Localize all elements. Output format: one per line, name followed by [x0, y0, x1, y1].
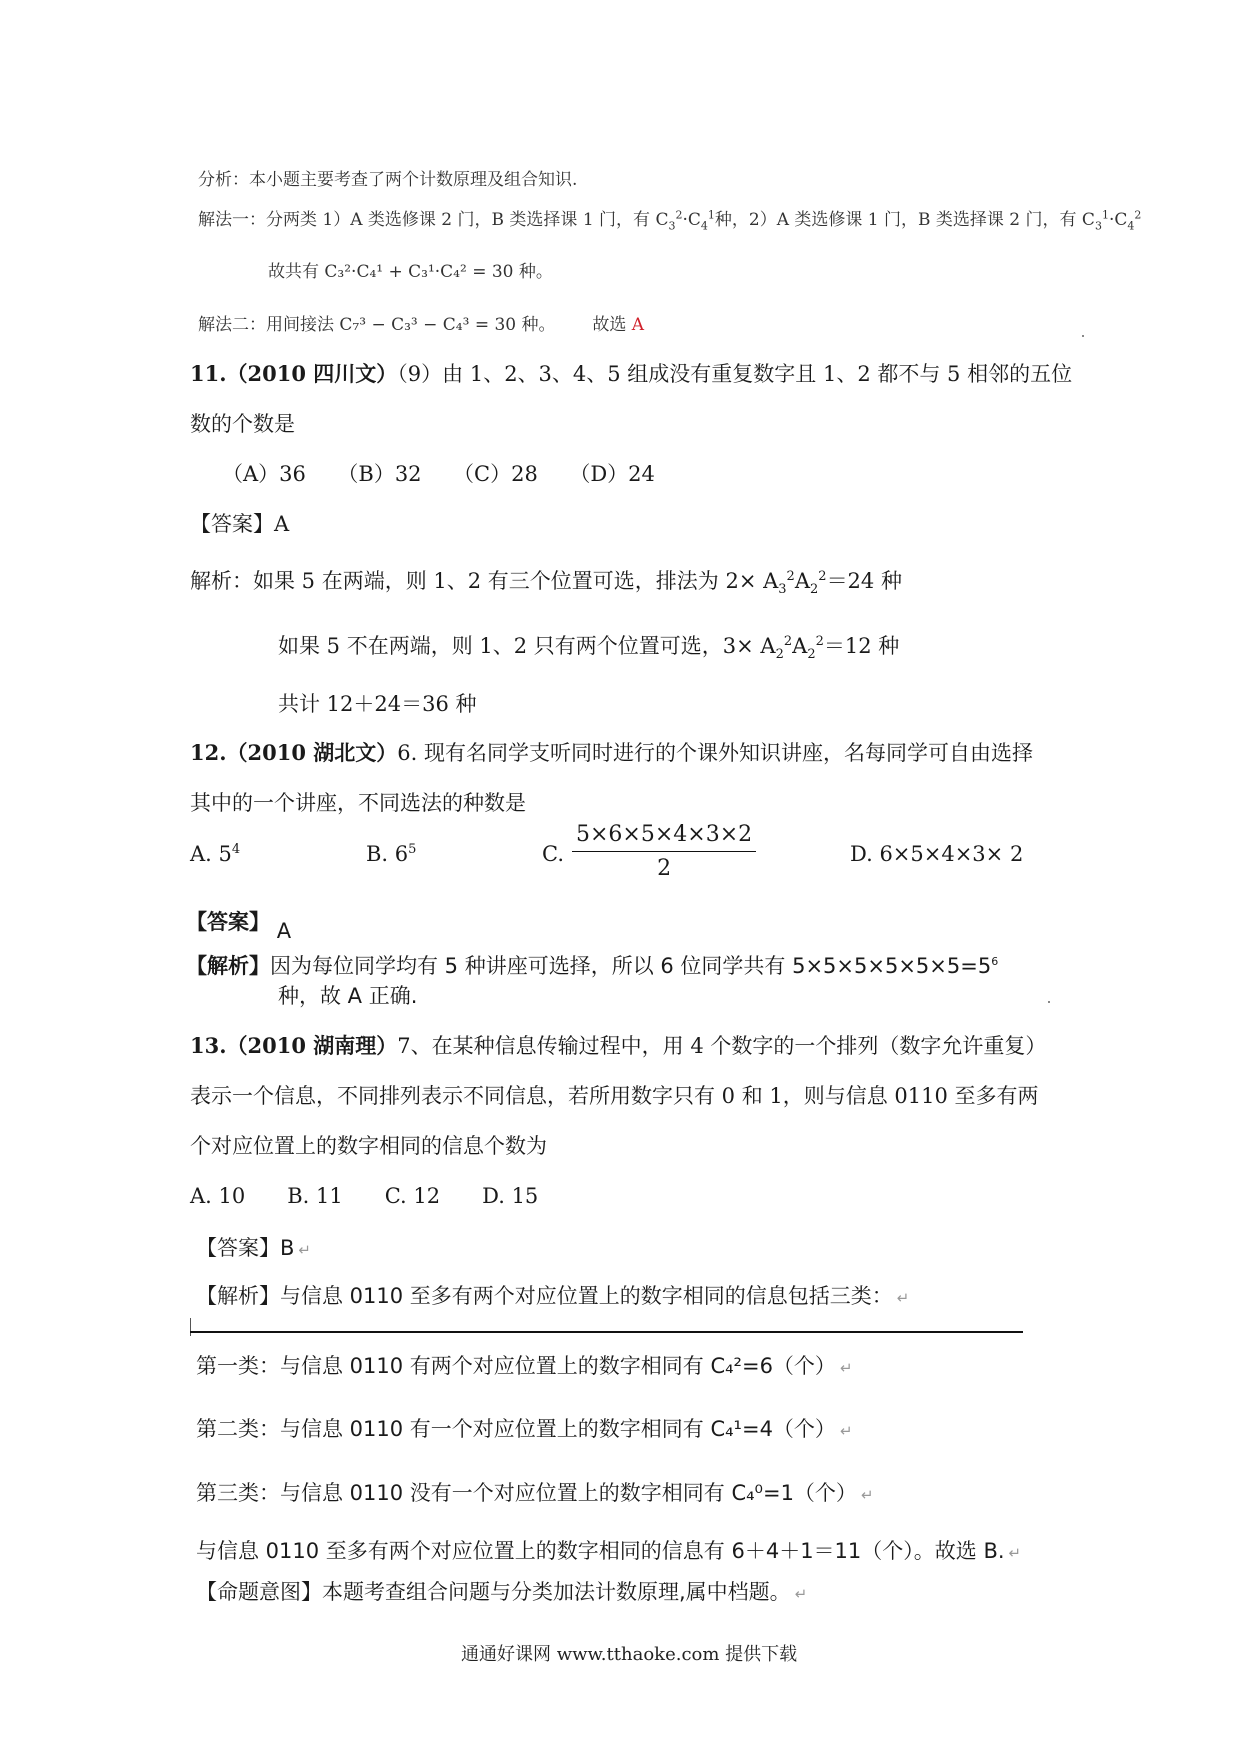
q13-category-3	[196, 1477, 874, 1507]
q11-sol-1a: 解析：如果 5 在两端，则 1、2 有三个位置可选，排法为 2× A	[190, 569, 779, 593]
q13-total-text: 与信息 0110 至多有两个对应位置上的数字相同的信息有 6＋4＋1＝11（个）。故选 B.	[196, 1539, 1005, 1563]
q11-options: （A）36 （B）32 （C）28 （D）24	[222, 462, 655, 486]
q12-number: 12.（2010 湖北文）	[190, 740, 398, 765]
q12-option-a	[190, 842, 240, 866]
method-one-text-b: ·C	[682, 210, 701, 230]
q13-stem-2: 表示一个信息，不同排列表示不同信息，若所用数字只有 0 和 1，则与信息 0110 至多有两	[190, 1084, 1039, 1108]
divider-tick	[190, 1318, 191, 1336]
q12-opt-b-text: B. 6	[366, 842, 409, 866]
q12-opt-a-text: A. 5	[190, 842, 232, 866]
q13-intent-text: 【命题意图】本题考查组合问题与分类加法计数原理,属中档题。	[196, 1580, 791, 1604]
q12-opt-b-exp: 5	[408, 842, 417, 857]
q11-sol-2a: 如果 5 不在两端，则 1、2 只有两个位置可选，3× A	[278, 634, 776, 658]
q11-solution-2: 如果 5 不在两端，则 1、2 只有两个位置可选，$3\times A_2^2A_2^2=12$ 种	[278, 634, 900, 663]
q13-number: 13.（2010 湖南理）	[190, 1033, 398, 1058]
paragraph-mark-icon: ↵	[298, 1241, 311, 1259]
q13-intent	[196, 1576, 807, 1606]
q11-stem-2: 数的个数是	[190, 412, 295, 436]
q13-solution-text: 【解析】与信息 0110 至多有两个对应位置上的数字相同的信息包括三类：	[196, 1284, 893, 1308]
q11-sol-1b: A	[794, 569, 810, 593]
speck	[1082, 335, 1084, 337]
q11-sol-2c: ＝12 种	[823, 634, 900, 658]
speck	[1048, 1001, 1050, 1003]
method-one-text-a: 解法一：分两类 1）A 类选修课 2 门，B 类选择课 1 门，有 C	[198, 210, 669, 230]
method-one-text-c: 种，2）A 类选修课 1 门，B 类选择课 2 门，有 C	[714, 210, 1095, 230]
q11-solution-1: 解析：如果 5 在两端，则 1、2 有三个位置可选，排法为 $2\times A_3^2A_2^2=24$ 种	[190, 569, 902, 598]
q12-stem-line1	[190, 737, 1033, 767]
q12-answer-line	[186, 906, 292, 943]
method-one-line: 解法一：分两类 1）A 类选修课 2 门，B 类选择课 1 门，有 $C_3^2\cdot C_4^1$种，2）A 类选修课 1 门，B 类选择课 2 门，有 $C_3^1\cdot C_4^2$	[198, 208, 1142, 233]
method-two-text: 解法二：用间接法 C₇³ − C₃³ − C₄³ = 30 种。	[198, 315, 556, 335]
q11-stem-1: （9）由 1、2、3、4、5 组成没有重复数字且 1、2 都不与 5 相邻的五位	[397, 362, 1073, 386]
q13-category-2-text: 第二类：与信息 0110 有一个对应位置上的数字相同有 C₄¹=4（个）	[196, 1417, 836, 1441]
method-two-line	[198, 310, 644, 335]
q11-sol-2b: A	[792, 634, 808, 658]
fraction-denominator: 2	[657, 856, 672, 881]
q13-category-1	[196, 1350, 853, 1380]
q12-solution-line1	[186, 950, 998, 980]
q13-category-2	[196, 1413, 853, 1443]
q13-category-1-text: 第一类：与信息 0110 有两个对应位置上的数字相同有 C₄²=6（个）	[196, 1354, 836, 1378]
q12-answer-tag: 【答案】	[186, 910, 270, 934]
q13-answer	[196, 1232, 311, 1262]
divider-rule	[190, 1331, 1023, 1333]
q13-stem-line1	[190, 1030, 1046, 1060]
q11-sol-1c: ＝24 种	[826, 569, 902, 593]
q13-stem-3: 个对应位置上的数字相同的信息个数为	[190, 1134, 547, 1158]
fraction-numerator: 5×6×5×4×3×2	[572, 822, 756, 852]
q12-stem-1: 6. 现有名同学支听同时进行的个课外知识讲座，名每同学可自由选择	[397, 741, 1034, 765]
q12-solution-1: 因为每位同学均有 5 种讲座可选择，所以 6 位同学共有 5×5×5×5×5×5=5	[270, 954, 992, 978]
q13-answer-text: 【答案】B	[196, 1236, 295, 1260]
q12-option-b	[366, 842, 416, 866]
q13-options: A. 10 B. 11 C. 12 D. 15	[190, 1184, 539, 1208]
q12-option-c-label: C.	[542, 842, 564, 866]
paragraph-mark-icon: ↵	[839, 1422, 853, 1440]
q11-number: 11.（2010 四川文）	[190, 361, 398, 386]
q12-option-c-fraction	[572, 822, 756, 881]
paragraph-mark-icon: ↵	[839, 1359, 853, 1377]
paragraph-mark-icon: ↵	[1008, 1544, 1022, 1562]
analysis-line: 分析：本小题主要考查了两个计数原理及组合知识.	[198, 170, 578, 190]
method-two-answer: A	[631, 315, 645, 335]
q11-stem-line1	[190, 358, 1072, 388]
page-footer: 通通好课网 www.tthaoke.com 提供下载	[461, 1644, 798, 1665]
q12-answer: A	[276, 919, 292, 943]
q11-solution-3: 共计 12＋24＝36 种	[278, 692, 477, 716]
q12-solution-tag: 【解析】	[186, 954, 270, 978]
q12-opt-a-exp: 4	[231, 842, 241, 857]
q12-stem-2: 其中的一个讲座，不同选法的种数是	[190, 791, 526, 815]
q13-category-3-text: 第三类：与信息 0110 没有一个对应位置上的数字相同有 C₄⁰=1（个）	[196, 1481, 857, 1505]
q13-total	[196, 1535, 1021, 1565]
q12-option-d: D. 6×5×4×3× 2	[850, 842, 1024, 866]
q13-solution	[196, 1280, 909, 1310]
method-two-pick: 故选	[592, 315, 627, 335]
q12-solution-exp: 6	[991, 955, 999, 968]
paragraph-mark-icon: ↵	[860, 1486, 874, 1504]
q12-solution-2: 种，故 A 正确.	[278, 984, 418, 1008]
method-one-total: 故共有 C₃²·C₄¹ + C₃¹·C₄² = 30 种。	[268, 262, 553, 282]
q13-stem-1: 7、在某种信息传输过程中，用 4 个数字的一个排列（数字允许重复）	[397, 1034, 1047, 1058]
paragraph-mark-icon: ↵	[896, 1289, 910, 1307]
q11-answer: 【答案】A	[190, 512, 290, 536]
paragraph-mark-icon: ↵	[794, 1585, 808, 1603]
